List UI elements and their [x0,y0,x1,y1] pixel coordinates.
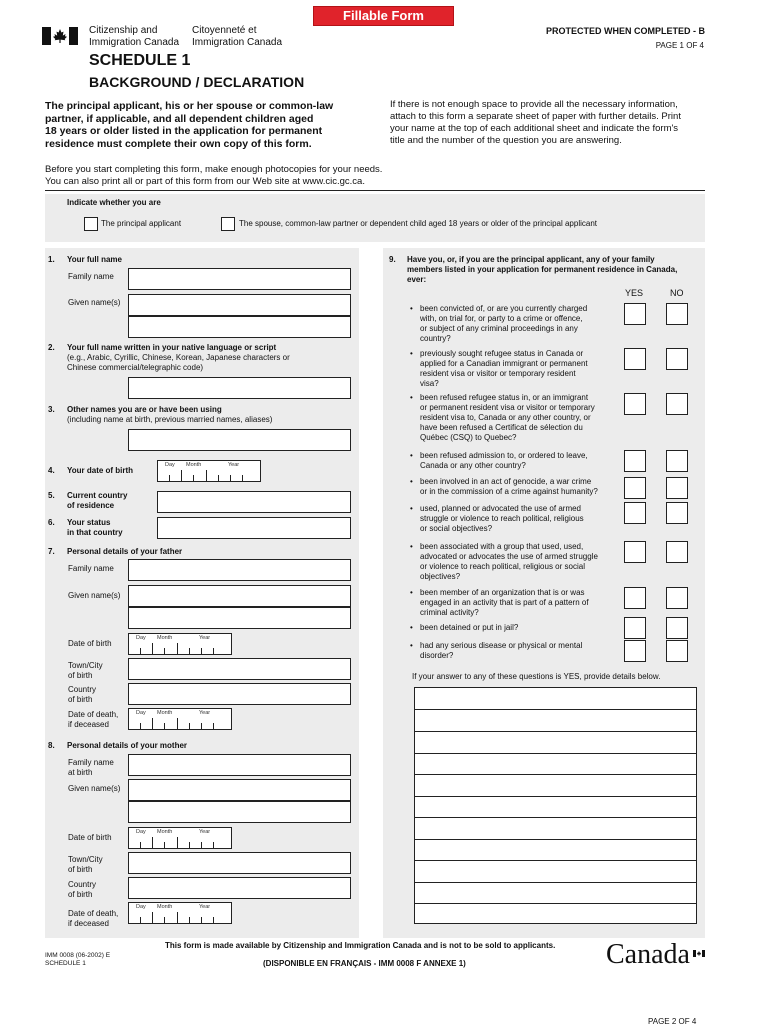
footer-french: (DISPONIBLE EN FRANÇAIS - IMM 0008 F ANNEXE 1) [263,959,466,968]
q7-father-family-name-input[interactable] [128,559,351,581]
q9-item-1-no-checkbox[interactable] [666,303,688,325]
q9-item-7 [420,542,620,582]
q7-death-label [68,710,118,730]
q8-country-label [68,880,96,900]
year-label: Year [199,904,211,910]
q6-title-line: Your status [67,518,111,527]
month-label: Month [157,710,173,716]
page-number: PAGE 1 OF 4 [655,41,704,50]
year-label: Year [199,635,211,641]
fillable-form-badge: Fillable Form [313,6,454,26]
month-label: Month [157,635,173,641]
q9-item-line: Canada or any other country? [420,461,526,470]
dept-en-line2: Immigration Canada [89,37,180,48]
q4-date-of-birth-input[interactable] [157,460,261,482]
q9-item-line: objectives? [420,572,461,581]
q9-title-line: Have you, or, if you are the principal applicant, any of your family [407,255,655,264]
year-label: Year [199,829,211,835]
q9-item-5 [420,477,620,497]
copies-note-line: Before you start completing this form, make enough photocopies for your needs. [45,164,383,175]
q9-item-line: Québec (CSQ) to Quebec? [420,433,517,442]
q9-item-line: • been refused admission to, or ordered to leave, [420,451,588,460]
q9-item-7-yes-checkbox[interactable] [624,541,646,563]
dept-fr-line1: Citoyenneté et [192,25,257,36]
q7-given-label: Given name(s) [68,591,121,600]
month-label: Month [157,904,173,910]
q1-family-label: Family name [68,272,114,281]
q9-item-10-no-checkbox[interactable] [666,640,688,662]
dept-en-line1: Citizenship and [89,25,158,36]
q7-family-label: Family name [68,564,114,573]
intro-left-line: 18 years or older listed in the application for permanent [45,125,323,137]
yes-column-header: YES [625,288,644,298]
protected-label: PROTECTED WHEN COMPLETED - B [546,26,705,36]
q8-family-line: at birth [68,768,93,777]
principal-applicant-checkbox[interactable] [84,217,98,231]
q2-sub [67,353,290,373]
q9-item-3 [420,393,620,443]
q9-item-3-yes-checkbox[interactable] [624,393,646,415]
q7-dob-label: Date of birth [68,639,112,648]
q7-father-given-name-input-2[interactable] [128,607,351,629]
q8-mother-town-input[interactable] [128,852,351,874]
q8-town-label [68,855,103,875]
principal-applicant-label: The principal applicant [101,219,182,228]
q9-item-line: resident visa to, Canada or any other country, or [420,413,591,422]
q9-item-1 [420,304,620,344]
q3-title: Other names you are or have been using [67,405,222,414]
q9-item-4-no-checkbox[interactable] [666,450,688,472]
q2-sub-line: (e.g., Arabic, Cyrillic, Chinese, Korean, Japanese characters or [67,353,290,362]
q9-item-line: applied for a Canadian immigrant or permanent [420,359,588,368]
q9-item-2-no-checkbox[interactable] [666,348,688,370]
q9-item-line: or subject of any criminal proceedings in any [420,324,578,333]
q7-father-dob-input[interactable] [128,633,232,655]
q9-details-instruction: If your answer to any of these questions is YES, provide details below. [412,672,661,681]
intro-right-line: attach to this form a separate sheet of paper with further details. Print [390,111,681,122]
q5-country-input[interactable] [157,491,351,513]
q9-item-8-yes-checkbox[interactable] [624,587,646,609]
q5-number: 5. [48,491,55,500]
q9-item-5-yes-checkbox[interactable] [624,477,646,499]
q7-father-country-input[interactable] [128,683,351,705]
q9-item-line: visa? [420,379,439,388]
q9-item-line: disorder? [420,651,454,660]
intro-left [45,100,375,150]
q9-item-line: • previously sought refugee status in Canada or [420,349,584,358]
q8-death-line: Date of death, [68,909,119,918]
q9-item-6-no-checkbox[interactable] [666,502,688,524]
q1-given-label: Given name(s) [68,298,121,307]
q9-item-9 [420,623,620,633]
q9-item-2 [420,349,620,389]
schedule-title: SCHEDULE 1 [89,52,191,69]
q9-item-line: • used, planned or advocated the use of armed [420,504,581,513]
q8-death-line: if deceased [68,919,109,928]
q9-item-line: have been refused a Certificat de sélection du [420,423,583,432]
month-label: Month [186,462,202,468]
dept-fr-line2: Immigration Canada [192,37,283,48]
q9-item-line: or social objectives? [420,524,493,533]
intro-left-line: The principal applicant, his or her spouse or common-law [45,100,334,112]
q7-death-line: Date of death, [68,710,119,719]
q8-family-label [68,758,114,778]
q2-title: Your full name written in your native language or script [67,343,277,352]
q7-death-line: if deceased [68,720,109,729]
q8-title: Personal details of your mother [67,741,188,750]
q2-native-name-input[interactable] [128,377,351,399]
q7-number: 7. [48,547,55,556]
q9-item-5-no-checkbox[interactable] [666,477,688,499]
q8-mother-country-input[interactable] [128,877,351,899]
q6-number: 6. [48,518,55,527]
footer-notice: This form is made available by Citizenship and Immigration Canada and is not to be sold to applicants. [165,941,556,950]
q9-item-line: or in the commission of a crime against humanity? [420,487,598,496]
month-label: Month [157,829,173,835]
q7-country-line: Country [68,685,97,694]
q8-country-line: Country [68,880,97,889]
q1-number: 1. [48,255,55,264]
q9-item-line: or violence to reach political, religious or social [420,562,585,571]
q9-item-4-yes-checkbox[interactable] [624,450,646,472]
q9-title [407,255,703,285]
day-label: Day [165,462,175,468]
q6-title-line: in that country [67,528,123,537]
q9-item-line: struggle or violence to reach political, religious [420,514,584,523]
day-label: Day [136,710,146,716]
q4-title: Your date of birth [67,466,134,475]
q1-given-name-input-2[interactable] [128,316,351,338]
department-name-en [89,25,179,49]
form-code-line: SCHEDULE 1 [45,960,86,967]
intro-left-line: partner, if applicable, and all dependent children aged [45,112,314,125]
q9-title-line: ever: [407,275,427,284]
q9-number: 9. [389,255,396,264]
q9-item-line: • had any serious disease or physical or mental [420,641,583,650]
year-label: Year [199,710,211,716]
q6-status-input[interactable] [157,517,351,539]
q8-mother-given-name-input-1[interactable] [128,779,351,801]
q8-number: 8. [48,741,55,750]
q8-mother-dob-input[interactable] [128,827,232,849]
q9-item-line: or permanent resident visa or visitor or temporary [420,403,595,412]
q9-item-9-no-checkbox[interactable] [666,617,688,639]
q8-country-line: of birth [68,890,93,899]
q7-town-line: Town/City [68,661,103,670]
q7-country-line: of birth [68,695,93,704]
q8-family-line: Family name [68,758,114,767]
q8-town-line: of birth [68,865,93,874]
q5-title-line: of residence [67,501,115,510]
q3-sub: (including name at birth, previous married names, aliases) [67,415,273,424]
q6-title [67,518,123,538]
q9-item-line: • been member of an organization that is or was [420,588,585,597]
day-label: Day [136,829,146,835]
q9-item-4 [420,451,620,471]
q4-number: 4. [48,466,55,475]
q9-item-6-yes-checkbox[interactable] [624,502,646,524]
intro-right-line: title and the number of the question you are answering. [390,135,622,146]
q9-item-7-no-checkbox[interactable] [666,541,688,563]
q7-town-label [68,661,103,681]
q7-country-label [68,685,96,705]
q7-father-given-name-input-1[interactable] [128,585,351,607]
q1-given-name-input-1[interactable] [128,294,351,316]
q9-item-10 [420,641,620,661]
q7-father-town-input[interactable] [128,658,351,680]
q7-title: Personal details of your father [67,547,183,556]
intro-right [390,99,710,147]
q9-item-line: country? [420,334,451,343]
q9-details-textarea[interactable] [414,687,697,924]
intro-right-line: your name at the top of each additional sheet and indicate the form's [390,123,679,134]
q8-given-label: Given name(s) [68,784,121,793]
q9-item-line: with, on trial for, or party to a crime or offence, [420,314,583,323]
next-page-number: PAGE 2 OF 4 [648,1017,697,1024]
q9-item-line: • been associated with a group that used, used, [420,542,584,551]
q9-item-1-yes-checkbox[interactable] [624,303,646,325]
q9-item-line: • been refused refugee status in, or an immigrant [420,393,589,402]
department-name-fr [192,25,282,49]
q2-sub-line: Chinese commercial/telegraphic code) [67,363,204,372]
q9-item-10-yes-checkbox[interactable] [624,640,646,662]
q2-number: 2. [48,343,55,352]
q9-item-8-no-checkbox[interactable] [666,587,688,609]
q1-family-name-input[interactable] [128,268,351,290]
spouse-dependent-label: The spouse, common-law partner or dependent child aged 18 years or older of the principal applicant [239,219,597,228]
q5-title-line: Current country [67,491,128,500]
q9-item-line: advocated or advocates the use of armed struggle [420,552,598,561]
divider [45,190,705,191]
q9-item-line: resident visa or visitor or temporary resident [420,369,576,378]
intro-right-line: If there is not enough space to provide all the necessary information, [390,99,678,110]
q9-title-line: members listed in your application for permanent residence in Canada, [407,265,678,274]
q9-item-line: • been detained or put in jail? [420,623,519,632]
q8-dob-label: Date of birth [68,833,112,842]
q9-item-3-no-checkbox[interactable] [666,393,688,415]
q9-item-9-yes-checkbox[interactable] [624,617,646,639]
canada-flag-icon [42,27,78,45]
q3-number: 3. [48,405,55,414]
q7-father-death-date-input[interactable] [128,708,232,730]
q8-mother-given-name-input-2[interactable] [128,801,351,823]
copies-note-line: You can also print all or part of this form from our Web site at www.cic.gc.ca. [45,176,365,187]
day-label: Day [136,904,146,910]
indicate-title: Indicate whether you are [67,198,161,207]
form-code-line: IMM 0008 (06-2002) E [45,952,111,959]
q1-title: Your full name [67,255,122,264]
canada-wordmark: Canada [606,939,690,970]
q9-item-line: • been involved in an act of genocide, a war crime [420,477,592,486]
spouse-dependent-checkbox[interactable] [221,217,235,231]
q8-mother-family-name-input[interactable] [128,754,351,776]
copies-note [45,164,382,188]
q8-mother-death-date-input[interactable] [128,902,232,924]
form-subtitle: BACKGROUND / DECLARATION [89,74,305,90]
q7-town-line: of birth [68,671,93,680]
day-label: Day [136,635,146,641]
q8-death-label [68,909,118,929]
intro-left-line: residence must complete their own copy of this form. [45,137,312,150]
q5-title [67,491,127,511]
form-code [45,952,110,968]
q9-item-line: • been convicted of, or are you currently charged [420,304,588,313]
wordmark-flag-icon [693,944,705,951]
q9-item-line: criminal activity? [420,608,479,617]
no-column-header: NO [670,288,684,298]
q3-other-names-input[interactable] [128,429,351,451]
q9-item-line: engaged in an activity that is part of a pattern of [420,598,589,607]
q8-town-line: Town/City [68,855,103,864]
q9-item-2-yes-checkbox[interactable] [624,348,646,370]
year-label: Year [228,462,240,468]
q9-item-8 [420,588,620,618]
q9-item-6 [420,504,620,534]
